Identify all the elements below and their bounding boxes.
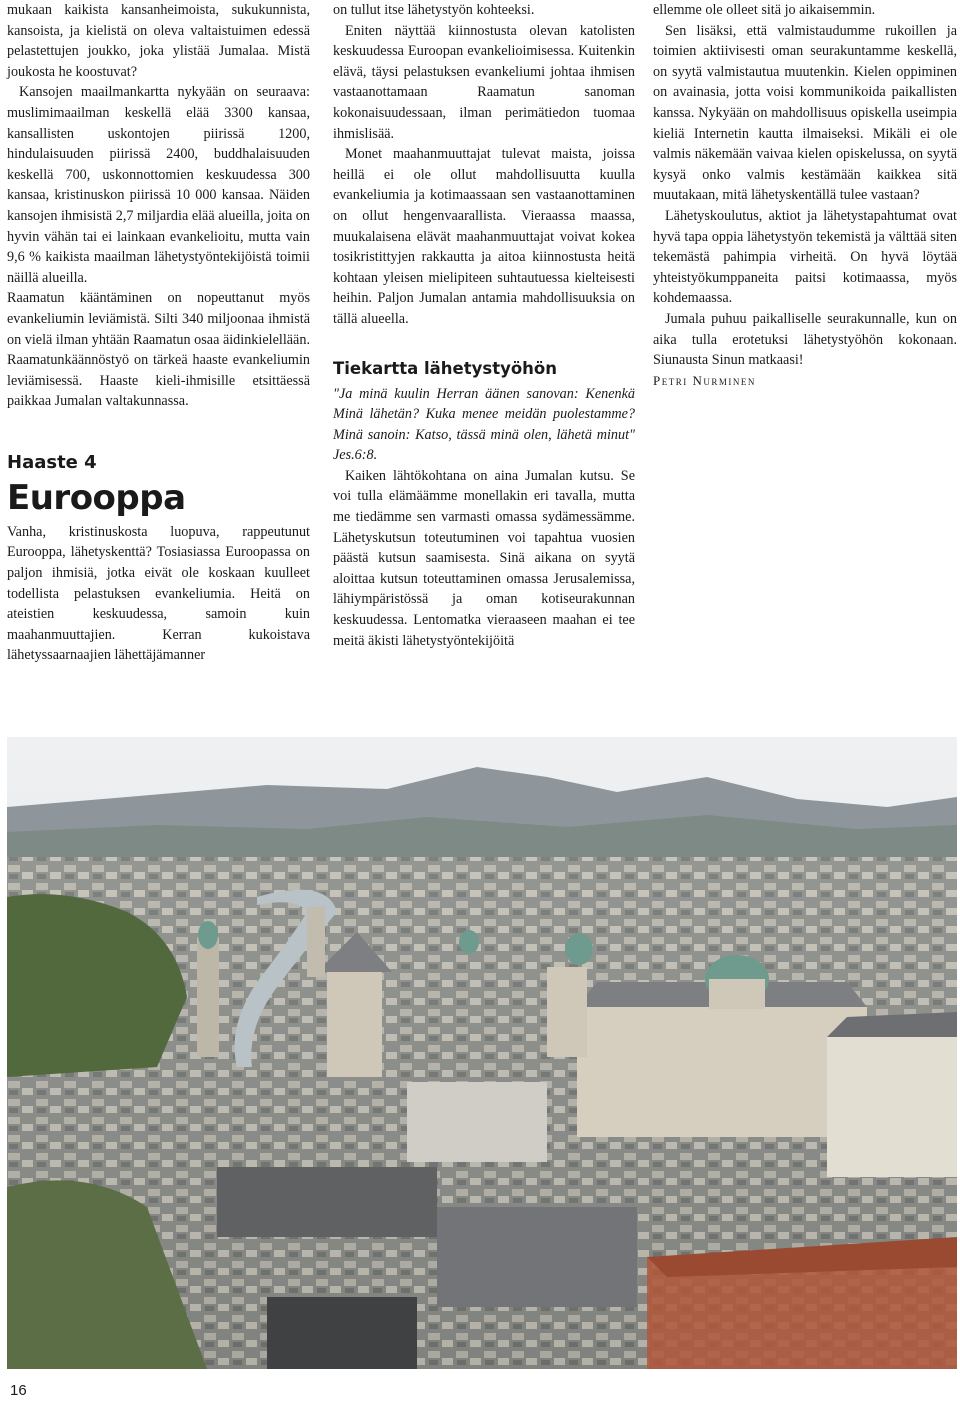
paragraph: Monet maahanmuuttajat tulevat maista, joissa heillä ei ole ollut mahdollisuutta kuulla evankeliumia ja kotimaassaan sen vastaanottaminen on ollut hengenvaarallista. Vieraassa maassa, muukalaisena elävät maahanmuuttajat voivat kokea tosikristittyjen rakkautta ja aitoa kiinnostusta heitä kohtaan yleisen mielipiteen suhtautuessa kielteisesti heihin. Paljon Jumalan antamia mahdollisuuksia on tällä alueella. — [333, 146, 635, 327]
page-number: 16 — [10, 1382, 27, 1399]
column-1 — [7, 0, 310, 666]
city-square — [407, 1082, 547, 1162]
paragraph: Jumala puhuu paikalliselle seurakunnalle, kun on aika tulla erotetuksi lähetystyöhön kokonaan. Siunausta Sinun matkaasi! — [653, 310, 957, 369]
paragraph: Eniten näyttää kiinnostusta olevan katolisten keskuudessa Euroopan evankelioimisessa. Kuitenkin elävä, täysi pelastuksen evankeliumi johtaa ihmisen vastaanottamaan Raamatun sanoman kokonaisuudessaan, ilman perimätiedon tuomaa ihmislisää. — [333, 22, 635, 142]
paragraph: Vanha, kristinuskosta luopuva, rappeutunut Eurooppa, lähetyskenttä? Tosiasiassa Euroopassa on paljon ihmisiä, jotka eivät ole koskaan kuulleet todellista pelastuksen evankeliumia. Heitä on ateistien keskuudessa, samoin kuin maahanmuuttajien. Kerran kukoistava lähetyssaarnaajien lähettäjämanner — [7, 523, 310, 664]
paragraph: Kaiken lähtökohtana on aina Jumalan kutsu. Se voi tulla elämäämme monellakin eri tavalla, mutta me tiedämme sen varmasti omassa sydämessämme. Lähetyskutsun toteutuminen voi tapahtua vuosien päästä kutsun saamisesta. Sinä aikana on syytä aloittaa kutsun toteuttaminen omassa Jerusalemissa, lähiympäristössä ja oman kotiseurakunnan keskuudessa. Lentomatka vieraaseen maahan ei tee meitä äkisti lähetystyöntekijöitä — [333, 467, 635, 649]
paragraph: ellemme ole olleet sitä jo aikaisemmin. — [653, 2, 876, 18]
column-3 — [653, 0, 957, 391]
author-signature: Petri Nurminen — [653, 372, 756, 388]
city-photo-illustration — [7, 737, 957, 1369]
paragraph: Sen lisäksi, että valmistaudumme rukoillen ja toimien aktiivisesti oman seurakuntamme keskellä, on syytä valmistautua muutenkin. Kielen oppiminen on avainasia, jotta voisi kommunikoida paikallisten kanssa. Nykyään on mahdollisuus opiskella useimpia kieliä Internetin kautta ilmaiseksi. Mikäli ei ole valmis näkemään vaivaa kielen opiskelussa, on syytä kysyä onko valmis kestämään kaikkea sitä muutakaan, mitä lähetyskentällä tulee vastaan? — [653, 22, 957, 204]
section-heading: Tiekartta lähetystyöhön — [333, 358, 557, 378]
bible-quote: "Ja minä kuulin Herran äänen sanovan: Kenenkä Minä lähetän? Kuka menee meidän puolestamme? Minä sanoin: Katso, tässä minä olen, lähetä minut" Jes.6:8. — [333, 385, 635, 464]
column-2 — [333, 0, 635, 651]
section-heading: Eurooppa — [7, 477, 186, 518]
paragraph: on tullut itse lähetystyön kohteeksi. — [333, 2, 535, 18]
paragraph: Lähetyskoulutus, aktiot ja lähetystapahtumat ovat hyvä tapa oppia lähetystyön tekemistä ja välttää siten tekemästä pahimpia virheitä. On hyvä löytää yhteistyökumppaneita paitsi kotimaassa, myös kohdemaassa. — [653, 207, 957, 307]
city-photo — [7, 737, 957, 1369]
paragraph: Raamatun kääntäminen on nopeuttanut myös evankeliumin leviämistä. Silti 340 miljoonaa ihmistä on vielä ilman yhtään Raamatun osaa äidinkielellään. Raamatunkäännöstyö on tärkeä haaste evankeliumin leviämisessä. Haaste kieli-ihmisille etsittäessä paikkaa Jumalan valtakunnassa. — [7, 290, 310, 410]
paragraph: mukaan kaikista kansanheimoista, sukukunnista, kansoista, ja kielistä on oleva valtaistuimen edessä pelastettujen joukko, joka ylistää Jumalaa. Mistä joukosta he koostuvat? — [7, 2, 310, 80]
section-kicker: Haaste 4 — [7, 451, 97, 473]
paragraph: Kansojen maailmankartta nykyään on seuraava: muslimimaailman keskellä elää 3300 kansaa, kansallisten uskontojen piirissä 1200, hindulaisuuden piirissä 2400, buddhalaisuuden keskellä 700, uskonnottomien keskuudessa 300 kansaa, kristinuskon piirissä 10 000 kansaa. Näiden kansojen ihmisistä 2,7 miljardia elää alueilla, joita on hyvin vähän tai ei lainkaan evankelioitu, mutta vain 9,6 % kaikista maailman lähetystyöntekijöistä toimii näillä alueilla. — [7, 84, 310, 286]
cathedral-nave — [577, 1007, 867, 1137]
